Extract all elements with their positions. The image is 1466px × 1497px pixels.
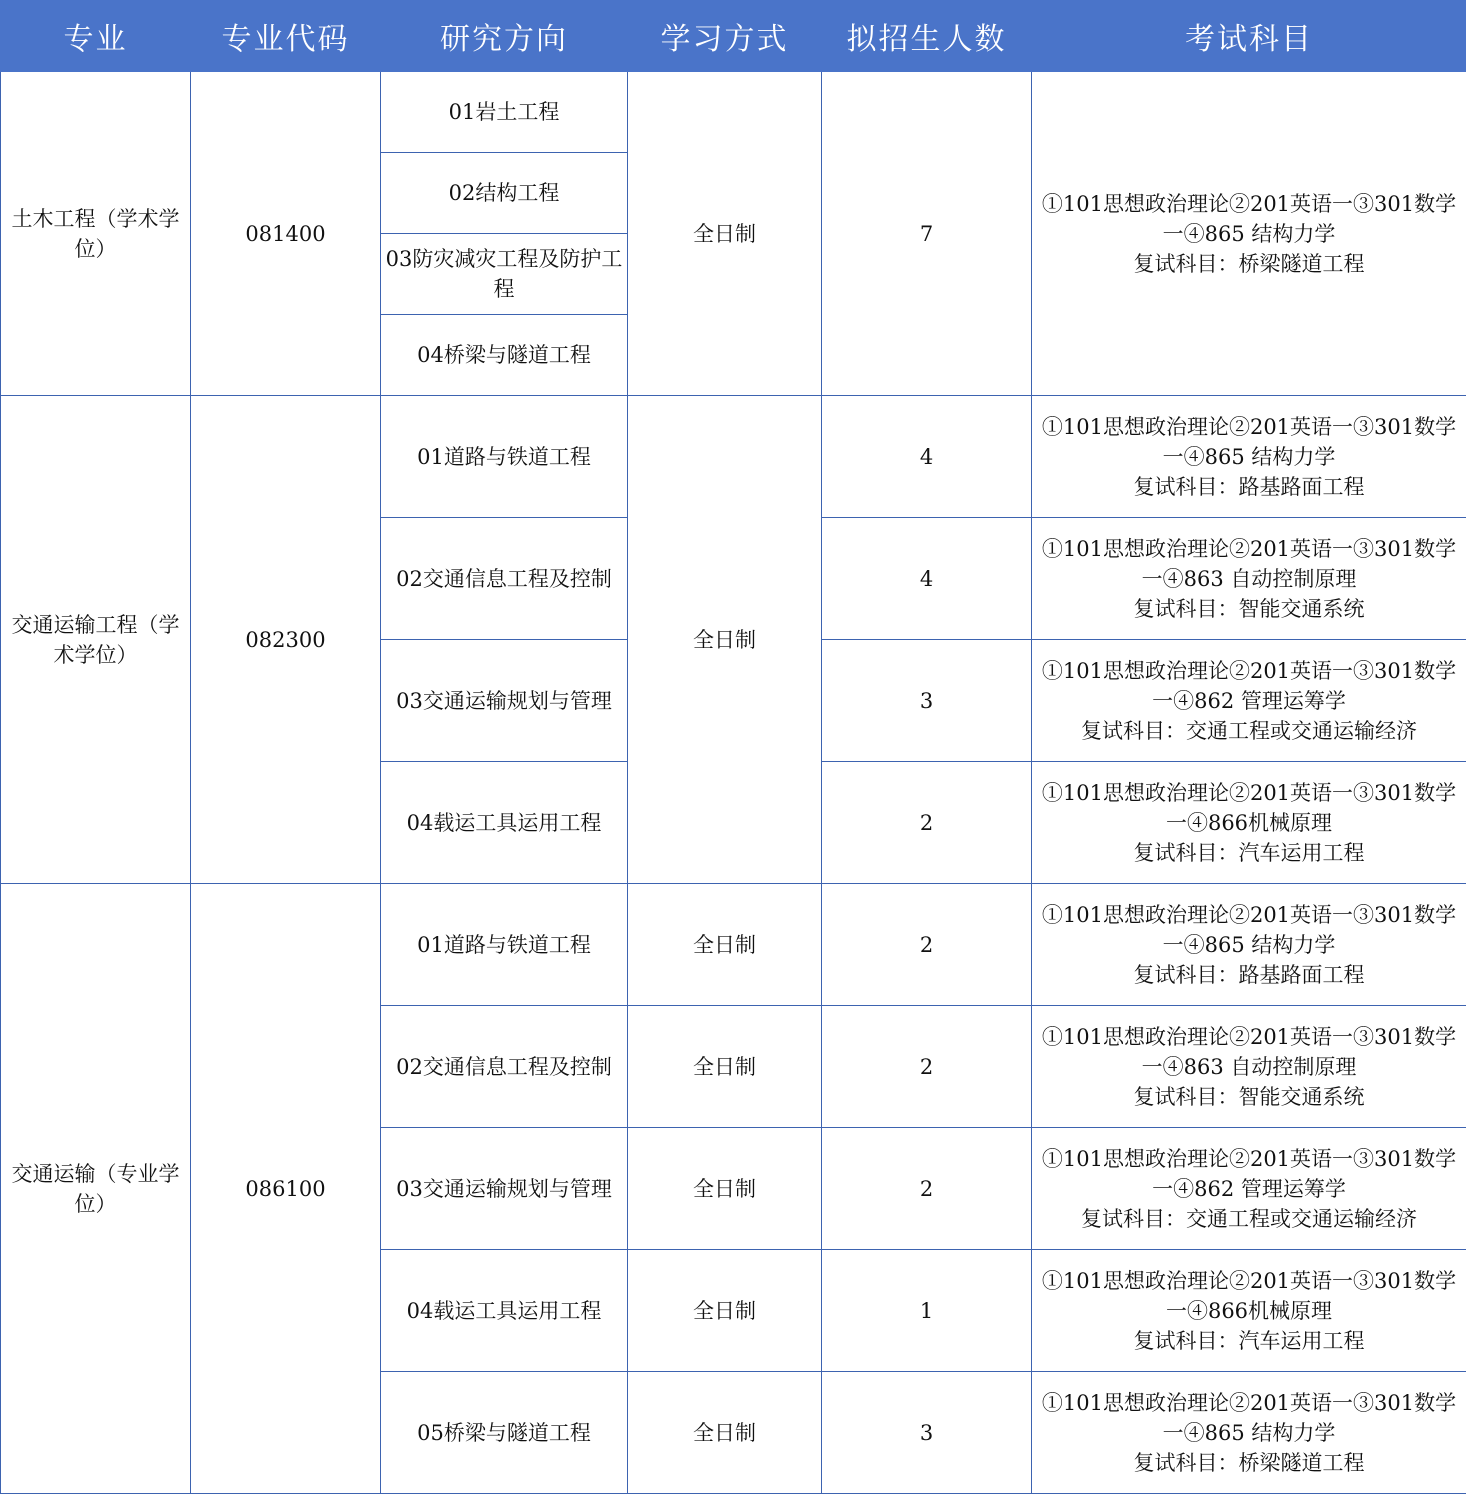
- exam-cell: [1032, 640, 1466, 762]
- exam-cell: [1032, 518, 1466, 640]
- exam-subjects: ①101思想政治理论②201英语一③301数学一④865 结构力学: [1041, 414, 1457, 469]
- direction-cell: 01岩土工程: [381, 72, 628, 153]
- exam-cell: [1032, 1250, 1466, 1372]
- retest-subjects: 复试科目：路基路面工程: [1133, 962, 1365, 987]
- exam-subjects: ①101思想政治理论②201英语一③301数学一④863 自动控制原理: [1041, 536, 1457, 591]
- header-code: 专业代码: [191, 1, 381, 72]
- mode-cell: 全日制: [628, 72, 822, 396]
- exam-subjects: ①101思想政治理论②201英语一③301数学一④862 管理运筹学: [1041, 658, 1457, 713]
- direction-cell: 04载运工具运用工程: [381, 1250, 628, 1372]
- count-cell: 4: [822, 518, 1032, 640]
- retest-subjects: 复试科目：交通工程或交通运输经济: [1081, 1206, 1417, 1231]
- retest-subjects: 复试科目：路基路面工程: [1133, 474, 1365, 499]
- direction-cell: 03交通运输规划与管理: [381, 640, 628, 762]
- mode-cell: 全日制: [628, 396, 822, 884]
- direction-cell: 01道路与铁道工程: [381, 396, 628, 518]
- count-cell: 2: [822, 762, 1032, 884]
- header-major: 专业: [1, 1, 191, 72]
- exam-cell: [1032, 884, 1466, 1006]
- count-cell: 3: [822, 640, 1032, 762]
- retest-subjects: 复试科目：智能交通系统: [1133, 596, 1365, 621]
- table-row: [1, 72, 1466, 153]
- direction-cell: 01道路与铁道工程: [381, 884, 628, 1006]
- code-cell: 086100: [191, 884, 381, 1494]
- direction-cell: 04载运工具运用工程: [381, 762, 628, 884]
- count-cell: 2: [822, 884, 1032, 1006]
- count-cell: 1: [822, 1250, 1032, 1372]
- exam-cell: [1032, 72, 1466, 396]
- exam-subjects: ①101思想政治理论②201英语一③301数学一④866机械原理: [1041, 780, 1457, 835]
- mode-cell: 全日制: [628, 1128, 822, 1250]
- direction-cell: 04桥梁与隧道工程: [381, 315, 628, 396]
- count-cell: 2: [822, 1128, 1032, 1250]
- direction-cell: 02交通信息工程及控制: [381, 1006, 628, 1128]
- mode-cell: 全日制: [628, 1372, 822, 1494]
- header-exam: 考试科目: [1032, 1, 1466, 72]
- retest-subjects: 复试科目：交通工程或交通运输经济: [1081, 718, 1417, 743]
- count-cell: 2: [822, 1006, 1032, 1128]
- direction-cell: 02交通信息工程及控制: [381, 518, 628, 640]
- exam-subjects: ①101思想政治理论②201英语一③301数学一④866机械原理: [1041, 1268, 1457, 1323]
- exam-cell: [1032, 1128, 1466, 1250]
- direction-cell: 05桥梁与隧道工程: [381, 1372, 628, 1494]
- table-row: [1, 396, 1466, 518]
- header-mode: 学习方式: [628, 1, 822, 72]
- exam-cell: [1032, 396, 1466, 518]
- code-cell: 081400: [191, 72, 381, 396]
- header-count: 拟招生人数: [822, 1, 1032, 72]
- major-cell: 土木工程（学术学位）: [1, 72, 191, 396]
- direction-cell: 03交通运输规划与管理: [381, 1128, 628, 1250]
- direction-cell: 02结构工程: [381, 153, 628, 234]
- exam-subjects: ①101思想政治理论②201英语一③301数学一④865 结构力学: [1041, 191, 1457, 246]
- exam-cell: [1032, 1372, 1466, 1494]
- exam-subjects: ①101思想政治理论②201英语一③301数学一④865 结构力学: [1041, 1390, 1457, 1445]
- retest-subjects: 复试科目：桥梁隧道工程: [1133, 1450, 1365, 1475]
- exam-subjects: ①101思想政治理论②201英语一③301数学一④862 管理运筹学: [1041, 1146, 1457, 1201]
- exam-subjects: ①101思想政治理论②201英语一③301数学一④865 结构力学: [1041, 902, 1457, 957]
- code-cell: 082300: [191, 396, 381, 884]
- exam-subjects: ①101思想政治理论②201英语一③301数学一④863 自动控制原理: [1041, 1024, 1457, 1079]
- header-row: [1, 1, 1466, 72]
- retest-subjects: 复试科目：智能交通系统: [1133, 1084, 1365, 1109]
- header-direction: 研究方向: [381, 1, 628, 72]
- direction-cell: 03防灾减灾工程及防护工程: [381, 234, 628, 315]
- mode-cell: 全日制: [628, 884, 822, 1006]
- count-cell: 7: [822, 72, 1032, 396]
- retest-subjects: 复试科目：汽车运用工程: [1133, 840, 1365, 865]
- exam-cell: [1032, 762, 1466, 884]
- major-cell: 交通运输工程（学术学位）: [1, 396, 191, 884]
- exam-cell: [1032, 1006, 1466, 1128]
- table-row: [1, 884, 1466, 1006]
- retest-subjects: 复试科目：汽车运用工程: [1133, 1328, 1365, 1353]
- mode-cell: 全日制: [628, 1006, 822, 1128]
- count-cell: 3: [822, 1372, 1032, 1494]
- retest-subjects: 复试科目：桥梁隧道工程: [1133, 251, 1365, 276]
- major-cell: 交通运输（专业学位）: [1, 884, 191, 1494]
- count-cell: 4: [822, 396, 1032, 518]
- mode-cell: 全日制: [628, 1250, 822, 1372]
